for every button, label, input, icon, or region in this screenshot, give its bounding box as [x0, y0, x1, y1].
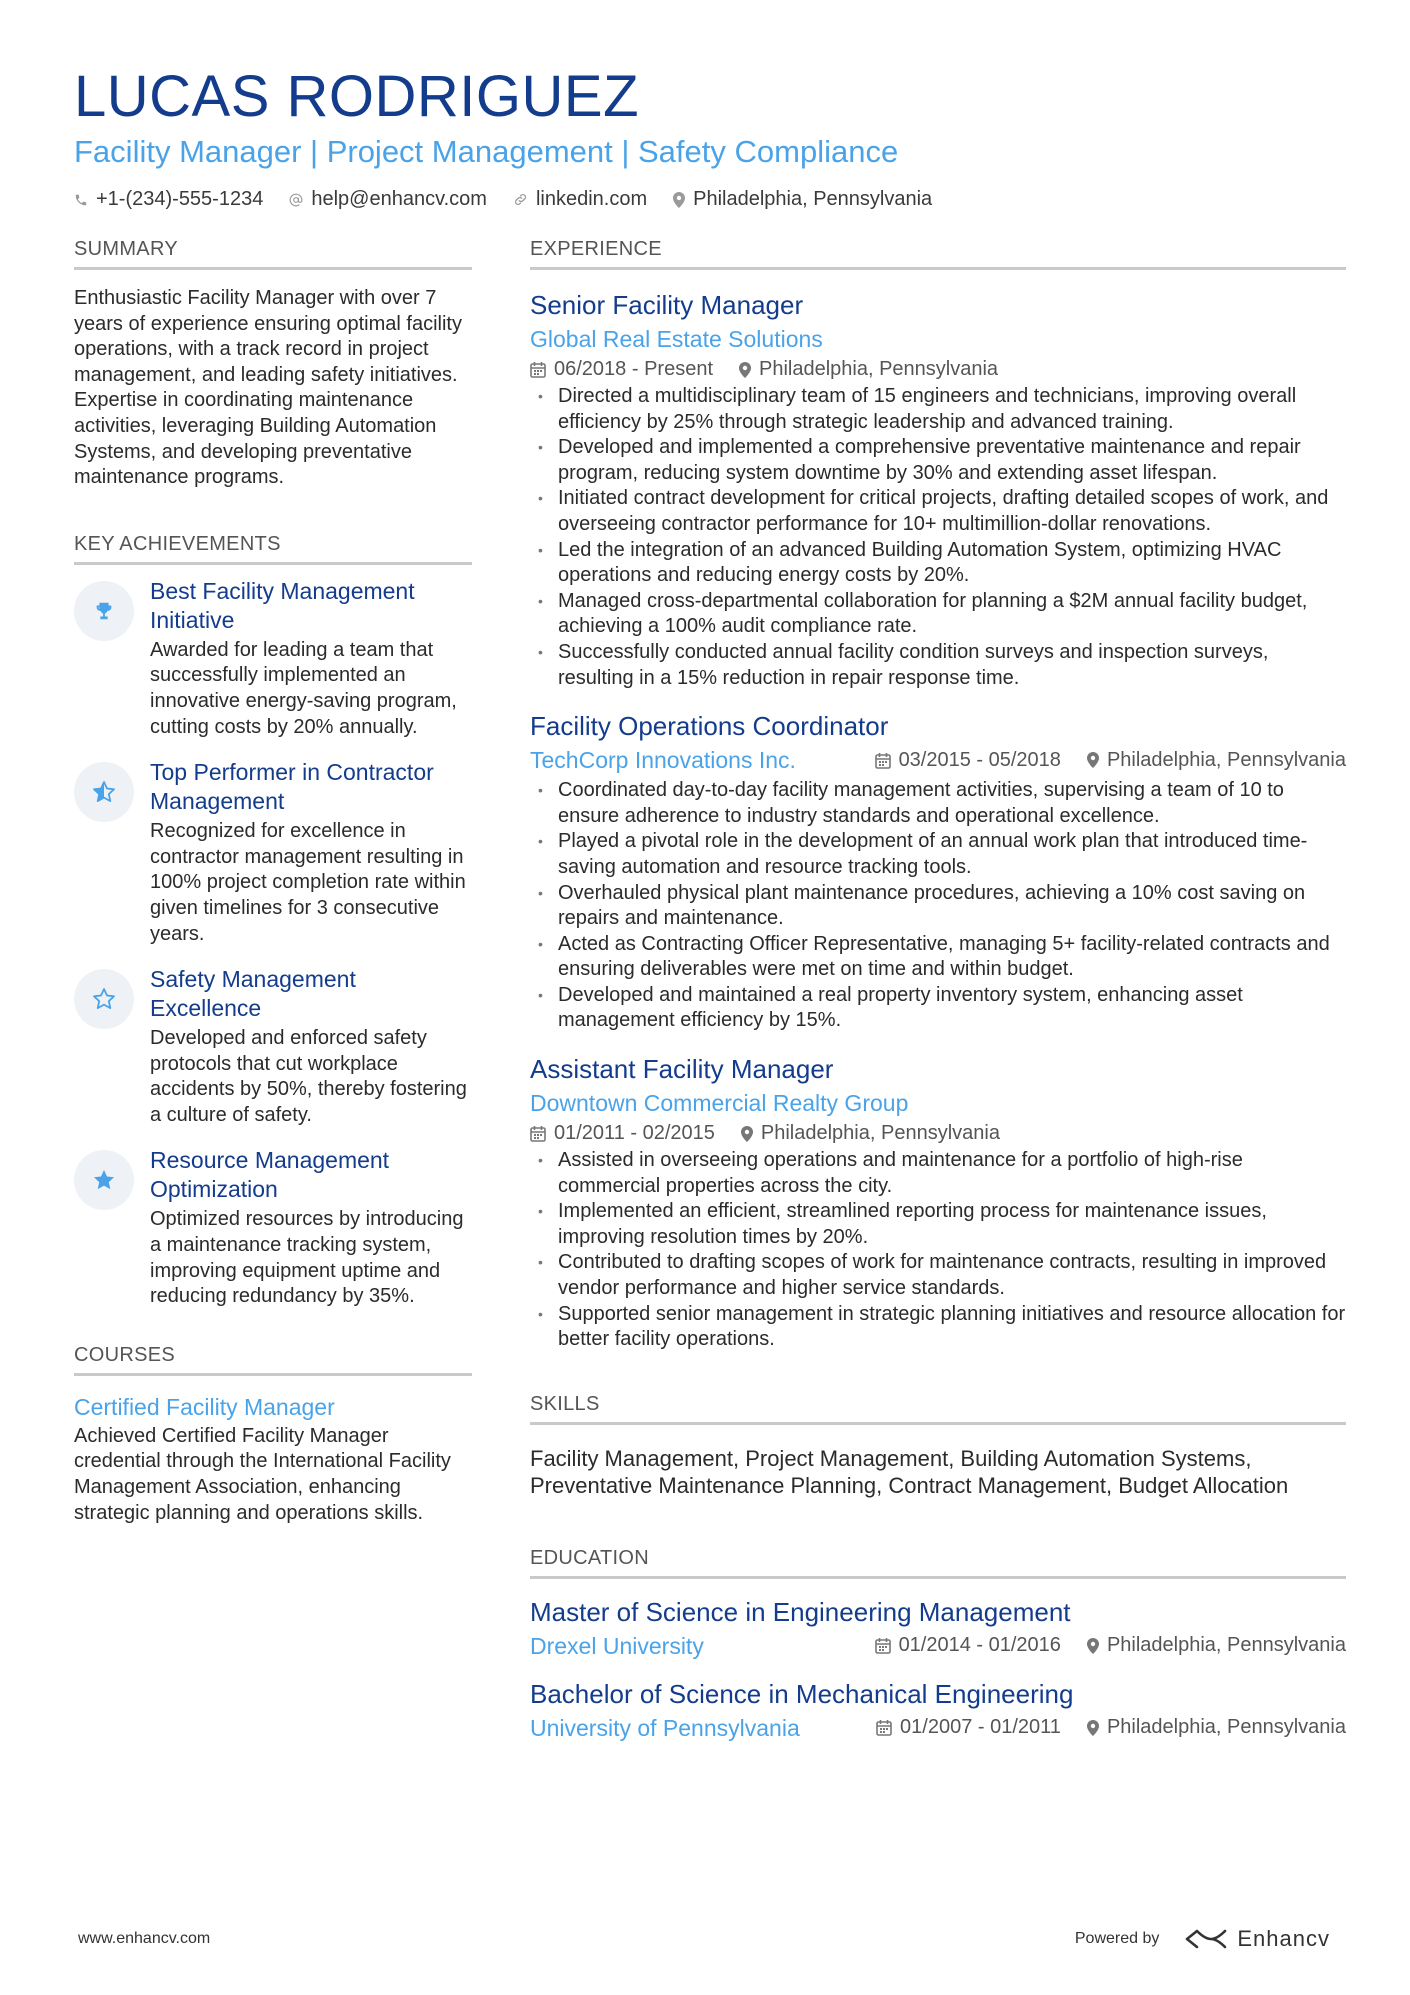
achievement-item	[74, 758, 472, 947]
calendar-icon	[875, 1637, 891, 1654]
bullet-item: • Played a pivotal role in the development of an annual work plan that introduced time-saving automation and resource tracking tools.	[530, 829, 1346, 880]
courses-heading: COURSES	[74, 1344, 472, 1376]
education-dates	[875, 1634, 1061, 1657]
job-meta	[530, 1122, 1346, 1145]
job-dates	[530, 1122, 715, 1145]
course-title: Certified Facility Manager	[74, 1393, 335, 1420]
job-dates-text: 01/2011 - 02/2015	[554, 1122, 715, 1145]
achievement-title: Top Performer in Contractor Management	[150, 759, 434, 815]
job-meta	[875, 749, 1346, 772]
education-location-text: Philadelphia, Pennsylvania	[1106, 1716, 1346, 1739]
left-column	[74, 238, 472, 1526]
calendar-icon	[530, 361, 546, 378]
location-pin-icon	[1087, 1720, 1099, 1736]
bullet-item: • Developed and implemented a comprehensive preventative maintenance and repair program, reducing system downtime by 30% and extending asset lifespan.	[530, 435, 1346, 486]
education-dates-text: 01/2014 - 01/2016	[898, 1634, 1061, 1657]
education-location	[1087, 1716, 1346, 1739]
job-meta	[530, 358, 1346, 381]
job-company: Global Real Estate Solutions	[530, 326, 823, 352]
resume-header	[74, 64, 1344, 211]
job-dates-text: 03/2015 - 05/2018	[898, 748, 1061, 771]
bullet-item: • Successfully conducted annual facility condition surveys and inspection surveys, resulting in a 15% reduction in repair response time.	[530, 640, 1346, 691]
calendar-icon	[875, 752, 891, 769]
education-meta	[875, 1634, 1346, 1657]
job-location	[1087, 749, 1346, 772]
achievements-heading: KEY ACHIEVEMENTS	[74, 533, 472, 565]
education-entry	[530, 1595, 1346, 1661]
education-section	[530, 1547, 1346, 1743]
achievement-desc: Recognized for excellence in contractor management resulting in 100% project completion rate within given timelines for 3 consecutive years.	[150, 820, 466, 945]
degree-title: Master of Science in Engineering Management	[530, 1596, 1071, 1627]
job-bullets	[530, 384, 1346, 691]
contact-location	[673, 188, 932, 211]
summary-heading: SUMMARY	[74, 238, 472, 270]
bullet-item: • Assisted in overseeing operations and maintenance for a portfolio of high-rise commercial properties across the city.	[530, 1148, 1346, 1199]
powered-by-label: Powered by	[1074, 1930, 1160, 1947]
location-pin-icon	[741, 1126, 753, 1142]
calendar-icon	[530, 1125, 546, 1142]
job-location-text: Philadelphia, Pennsylvania	[1106, 748, 1346, 771]
skills-heading: SKILLS	[530, 1393, 1346, 1425]
footer-website-link[interactable]: www.enhancv.com	[78, 1930, 211, 1947]
education-location-text: Philadelphia, Pennsylvania	[1106, 1634, 1346, 1657]
experience-heading: EXPERIENCE	[530, 238, 1346, 270]
summary-section	[74, 238, 472, 491]
phone-icon	[74, 193, 88, 207]
job-entry	[530, 1052, 1346, 1353]
job-company: TechCorp Innovations Inc.	[530, 747, 796, 774]
brand-name: Enhancv	[1237, 1926, 1330, 1951]
achievement-title: Safety Management Excellence	[150, 966, 356, 1022]
education-subheader	[530, 1713, 1346, 1743]
location-pin-icon	[1087, 752, 1099, 768]
link-icon	[513, 192, 528, 207]
course-desc: Achieved Certified Facility Manager credential through the International Facility Management Association, enhancing strategic planning and operations skills.	[74, 1424, 451, 1524]
achievements-list	[74, 577, 472, 1310]
calendar-icon	[876, 1719, 892, 1736]
skills-section	[530, 1393, 1346, 1499]
job-location	[741, 1122, 1000, 1145]
bullet-item: • Developed and maintained a real property inventory system, enhancing asset management efficiency by 15%.	[530, 983, 1346, 1034]
location-pin-icon	[739, 362, 751, 378]
bullet-item: • Managed cross-departmental collaboration for planning a $2M annual facility budget, achieving a 100% audit compliance rate.	[530, 589, 1346, 640]
achievement-title: Best Facility Management Initiative	[150, 577, 415, 633]
achievement-title: Resource Management Optimization	[150, 1147, 390, 1203]
bullet-item: • Supported senior management in strategic planning initiatives and resource allocation for better facility operations.	[530, 1302, 1346, 1353]
linkedin-text: linkedin.com	[535, 188, 648, 210]
education-meta	[876, 1716, 1346, 1739]
candidate-name: LUCAS RODRIGUEZ	[74, 64, 640, 129]
job-location	[739, 358, 998, 381]
education-entry	[530, 1677, 1346, 1743]
contact-phone[interactable]	[74, 188, 263, 211]
job-entry	[530, 288, 1346, 691]
job-location-text: Philadelphia, Pennsylvania	[760, 1122, 1000, 1145]
degree-title: Bachelor of Science in Mechanical Engineering	[530, 1678, 1074, 1709]
at-icon	[289, 193, 303, 207]
job-title: Assistant Facility Manager	[530, 1054, 834, 1085]
page-footer	[78, 1926, 1330, 1952]
star-filled-icon	[74, 1150, 134, 1210]
location-pin-icon	[1087, 1638, 1099, 1654]
job-location-text: Philadelphia, Pennsylvania	[759, 358, 999, 380]
enhancv-logo[interactable]	[1183, 1926, 1330, 1952]
job-title: Facility Operations Coordinator	[530, 711, 889, 742]
job-bullets	[530, 778, 1346, 1034]
achievement-desc: Awarded for leading a team that successfully implemented an innovative energy-saving program, cutting costs by 20% annually.	[150, 638, 457, 738]
candidate-title: Facility Manager | Project Management | Safety Compliance	[74, 134, 899, 169]
school-name: University of Pennsylvania	[530, 1714, 800, 1741]
location-text: Philadelphia, Pennsylvania	[693, 188, 933, 210]
powered-by	[1075, 1926, 1330, 1952]
achievements-section	[74, 533, 472, 1310]
half-star-icon	[74, 762, 134, 822]
right-column	[530, 238, 1346, 1743]
bullet-item: • Acted as Contracting Officer Representative, managing 5+ facility-related contracts and ensuring deliverables were met on time and within budget.	[530, 932, 1346, 983]
achievement-item	[74, 577, 472, 740]
job-dates-text: 06/2018 - Present	[554, 358, 713, 380]
contact-row	[74, 188, 1344, 211]
bullet-item: • Contributed to drafting scopes of work for maintenance contracts, resulting in improved vendor performance and higher service standards.	[530, 1250, 1346, 1301]
contact-email[interactable]	[289, 188, 487, 211]
job-dates	[875, 749, 1061, 772]
achievement-desc: Developed and enforced safety protocols that cut workplace accidents by 50%, thereby fostering a culture of safety.	[150, 1027, 467, 1126]
location-pin-icon	[673, 192, 685, 208]
summary-text: Enthusiastic Facility Manager with over 7 years of experience ensuring optimal facility operations, with a track record in project management, and leading safety initiatives. Expertise in coordinating maintenance activities, leveraging Building Automation Systems, and developing preventative maintenance programs.	[74, 287, 462, 489]
contact-linkedin[interactable]	[513, 188, 647, 211]
achievement-item	[74, 1146, 472, 1309]
bullet-item: • Overhauled physical plant maintenance procedures, achieving a 10% cost saving on repairs and maintenance.	[530, 881, 1346, 932]
job-bullets	[530, 1148, 1346, 1353]
school-name: Drexel University	[530, 1632, 704, 1659]
job-dates	[530, 358, 713, 381]
job-company: Downtown Commercial Realty Group	[530, 1090, 909, 1117]
star-outline-icon	[74, 969, 134, 1029]
bullet-item: • Directed a multidisciplinary team of 15 engineers and technicians, improving overall efficiency by 25% through strategic leadership and advanced training.	[530, 384, 1346, 435]
bullet-item: • Coordinated day-to-day facility management activities, supervising a team of 10 to ensure adherence to industry standards and operational excellence.	[530, 778, 1346, 829]
bullet-item: • Led the integration of an advanced Building Automation System, optimizing HVAC operations and reducing energy costs by 20%.	[530, 538, 1346, 589]
education-dates	[876, 1716, 1061, 1739]
job-entry	[530, 709, 1346, 1034]
enhancv-logo-icon	[1183, 1927, 1229, 1951]
skills-text: Facility Management, Project Management, Building Automation Systems, Preventative Maintenance Planning, Contract Management, Budget Allocation	[530, 1445, 1289, 1498]
job-subheader	[530, 745, 1346, 775]
trophy-icon	[74, 581, 134, 641]
phone-text: +1-(234)-555-1234	[96, 188, 264, 210]
courses-section	[74, 1344, 472, 1526]
achievement-desc: Optimized resources by introducing a maintenance tracking system, improving equipment uptime and reducing redundancy by 35%.	[150, 1208, 464, 1308]
education-subheader	[530, 1631, 1346, 1661]
experience-section	[530, 238, 1346, 1353]
bullet-item: • Initiated contract development for critical projects, drafting detailed scopes of work, and overseeing contractor performance for 10+ multimillion-dollar renovations.	[530, 486, 1346, 537]
achievement-item	[74, 965, 472, 1128]
bullet-item: • Implemented an efficient, streamlined reporting process for maintenance issues, improving resolution times by 20%.	[530, 1199, 1346, 1250]
education-heading: EDUCATION	[530, 1547, 1346, 1579]
job-title: Senior Facility Manager	[530, 290, 804, 320]
email-text: help@enhancv.com	[311, 188, 487, 210]
education-dates-text: 01/2007 - 01/2011	[900, 1716, 1061, 1739]
education-location	[1087, 1634, 1346, 1657]
